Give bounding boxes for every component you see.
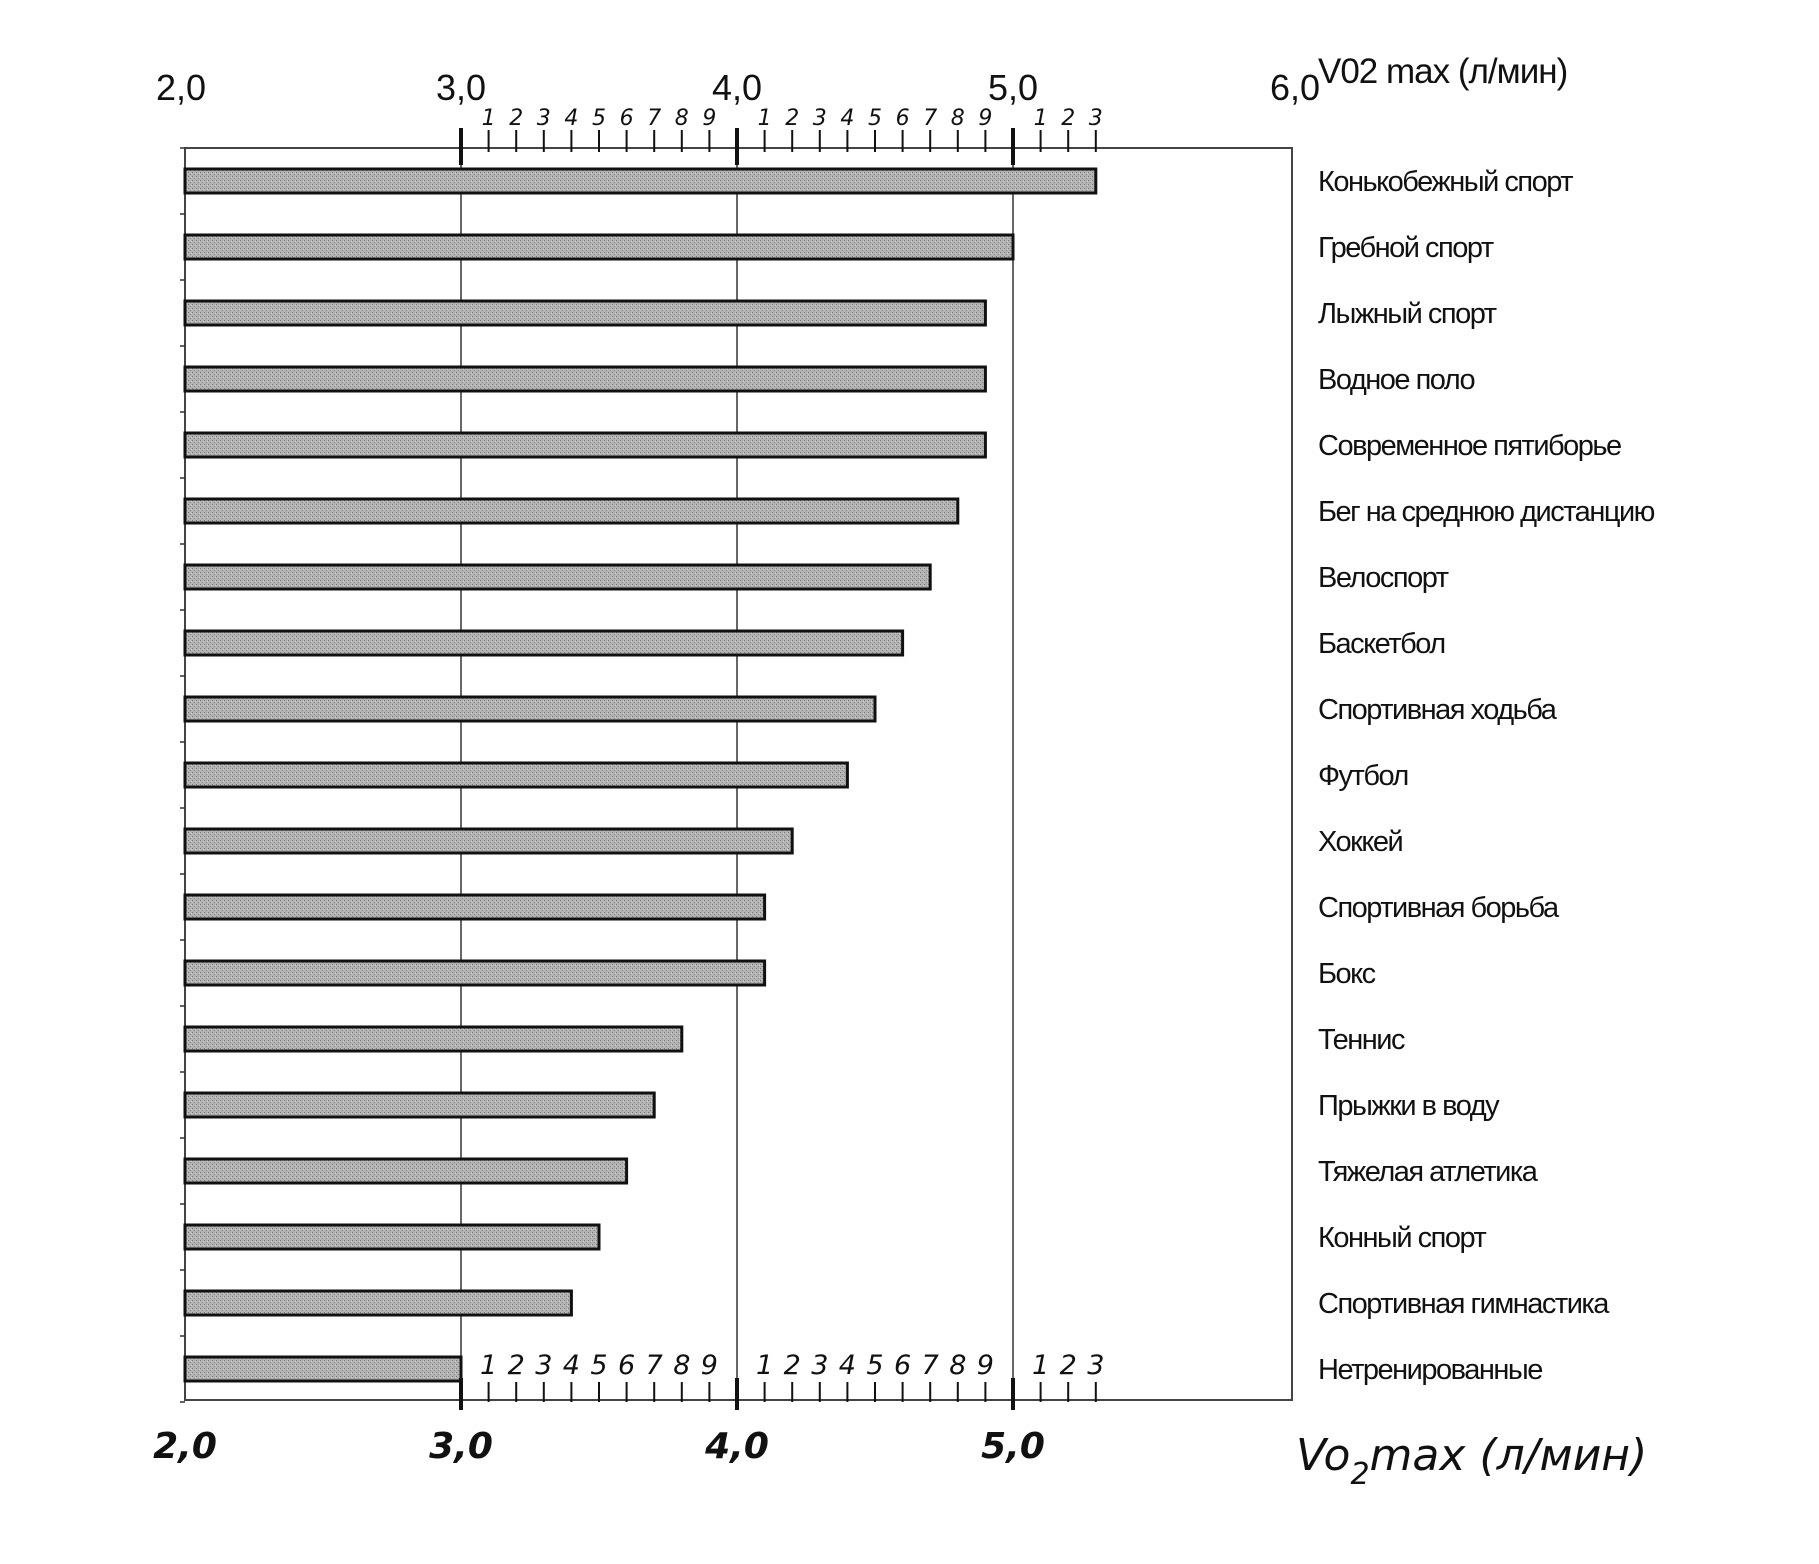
category-label: Спортивная гимнастика [1318,1288,1608,1320]
top-minor-label: 3 [536,106,551,131]
bar [185,433,985,457]
top-tick-label: 3,0 [435,67,487,108]
bottom-minor-label: 7 [645,1350,663,1381]
top-tick-label: 5,0 [987,67,1039,108]
bar [185,895,765,919]
top-minor-label: 9 [702,106,717,131]
bottom-tick-label: 5,0 [981,1426,1045,1467]
bottom-axis-title-main: Vo [1296,1430,1351,1481]
top-minor-label: 9 [978,106,993,131]
top-minor-label: 1 [1033,106,1048,131]
bar [185,565,930,589]
category-label: Бег на среднюю дистанцию [1318,496,1654,528]
category-label: Футбол [1318,760,1408,792]
bar [185,499,958,523]
category-label: Современное пятиборье [1318,430,1621,462]
category-label: Конный спорт [1318,1222,1486,1254]
bottom-minor-label: 9 [700,1350,718,1381]
category-label: Прыжки в воду [1318,1090,1499,1122]
bottom-tick-label: 2,0 [153,1426,217,1467]
top-minor-label: 8 [950,106,965,131]
bottom-minor-label: 7 [921,1350,939,1381]
category-label: Бокс [1318,958,1375,990]
category-label: Гребной спорт [1318,232,1493,264]
bottom-minor-label: 5 [590,1350,608,1381]
category-labels [1318,166,1655,1386]
bar [185,1093,654,1117]
bottom-minor-label: 2 [783,1350,801,1381]
category-label: Спортивная ходьба [1318,694,1556,726]
bar [185,829,792,853]
bottom-minor-label: 6 [618,1350,636,1381]
bottom-minor-label: 6 [894,1350,912,1381]
top-tick-label: 2,0 [155,67,207,108]
bar [185,961,765,985]
top-minor-label: 1 [757,106,772,131]
top-minor-label: 7 [647,106,662,131]
top-minor-label: 5 [592,106,606,131]
top-axis-title: V02 max (л/мин) [1318,52,1568,91]
bar [185,1225,599,1249]
bar [185,697,875,721]
bottom-minor-label: 9 [976,1350,994,1381]
bottom-minor-label: 8 [949,1350,967,1381]
top-minor-label: 2 [509,106,524,131]
category-label: Теннис [1318,1024,1404,1056]
bottom-minor-label: 1 [1032,1350,1050,1381]
top-minor-label: 5 [868,106,882,131]
bar [185,1159,627,1183]
bottom-minor-label: 4 [562,1350,580,1381]
bottom-minor-label: 1 [480,1350,498,1381]
bottom-minor-label: 2 [1059,1350,1077,1381]
bottom-minor-label: 3 [535,1350,553,1381]
top-minor-label: 4 [840,106,855,131]
bottom-minor-label: 4 [838,1350,856,1381]
bar [185,1291,571,1315]
bar [185,763,847,787]
bar [185,235,1013,259]
category-label: Спортивная борьба [1318,892,1558,924]
bar [185,301,985,325]
top-minor-label: 7 [923,106,938,131]
top-minor-label: 6 [895,106,910,131]
bottom-axis-title-subscript: 2 [1350,1457,1370,1492]
top-minor-label: 2 [785,106,800,131]
top-minor-label: 8 [674,106,689,131]
category-label: Водное поло [1318,364,1475,396]
bottom-minor-label: 8 [673,1350,691,1381]
bottom-tick-label: 4,0 [705,1426,769,1467]
category-label: Лыжный спорт [1318,298,1496,330]
bottom-minor-label: 3 [1087,1350,1105,1381]
top-minor-label: 3 [812,106,827,131]
category-label: Тяжелая атлетика [1318,1156,1537,1188]
top-minor-label: 6 [619,106,634,131]
bottom-minor-label: 5 [866,1350,884,1381]
top-minor-label: 4 [564,106,579,131]
top-tick-label: 6,0 [1269,67,1321,108]
category-label: Баскетбол [1318,628,1445,660]
bar [185,631,903,655]
category-label: Конькобежный спорт [1318,166,1572,198]
top-tick-label: 4,0 [711,67,763,108]
bar [185,1357,461,1381]
top-minor-label: 2 [1061,106,1076,131]
bottom-axis-title-rest: max (л/мин) [1369,1430,1648,1481]
top-minor-label: 3 [1088,106,1103,131]
category-label: Нетренированные [1318,1354,1542,1386]
bottom-tick-label: 3,0 [429,1426,493,1467]
bar [185,169,1096,193]
category-label: Хоккей [1318,826,1403,858]
bottom-minor-label: 2 [507,1350,525,1381]
category-label: Велоспорт [1318,562,1448,594]
bottom-minor-label: 1 [756,1350,774,1381]
bottom-axis-title [1296,1430,1647,1492]
bar [185,367,985,391]
bottom-minor-label: 3 [811,1350,829,1381]
bar [185,1027,682,1051]
top-minor-label: 1 [481,106,496,131]
